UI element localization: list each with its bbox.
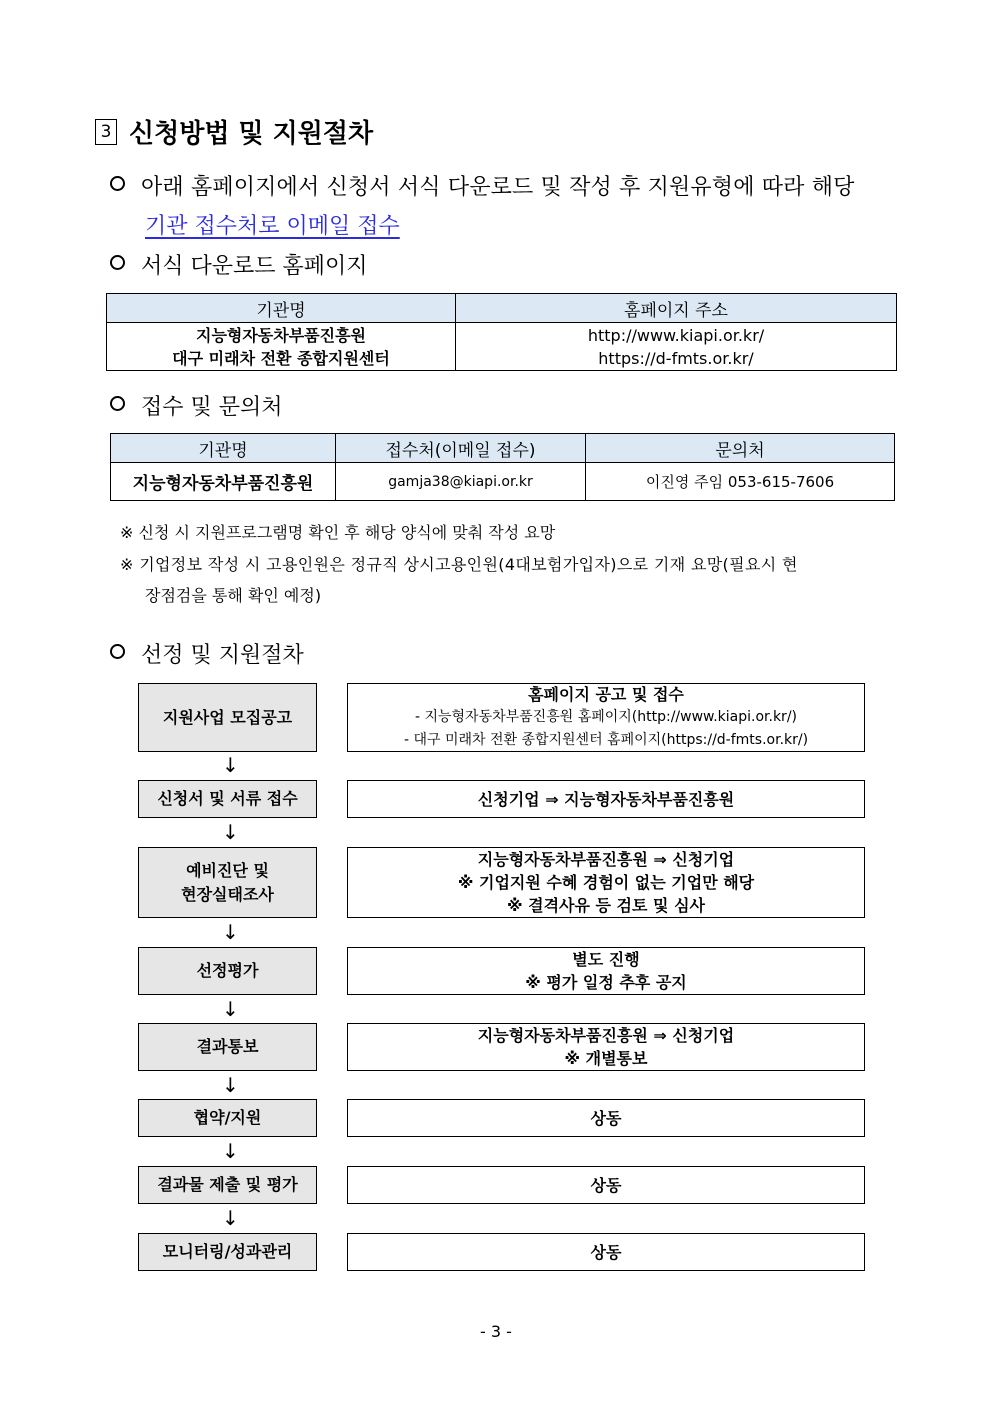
flow-detail-line: - 지능형자동차부품진흥원 홈페이지(http://www.kiapi.or.kr/)	[414, 709, 797, 725]
homepage-url-2[interactable]: https://d-fmts.or.kr/	[598, 348, 754, 368]
flow-detail-title: 상동	[590, 1242, 622, 1262]
flow-detail-title: 신청기업 ⇒ 지능형자동차부품진흥원	[477, 789, 735, 809]
flow-detail-3	[347, 847, 865, 918]
flow-detail-title: 상동	[590, 1108, 622, 1128]
flow-detail-7	[347, 1166, 865, 1204]
flow-detail-2	[347, 780, 865, 818]
contact-email[interactable]: gamja38@kiapi.or.kr	[336, 463, 586, 501]
bullet-circle-icon	[110, 255, 125, 270]
flow-step-label: 결과통보	[196, 1037, 259, 1056]
flow-step-8	[138, 1233, 317, 1271]
flow-step-label: 지원사업 모집공고	[162, 707, 293, 727]
flow-detail-line: ※ 결격사유 등 검토 및 심사	[507, 896, 705, 915]
homepage-url-cell	[456, 323, 897, 371]
flow-detail-title: 지능형자동차부품진흥원 ⇒ 신청기업	[477, 850, 735, 869]
bullet-procedure	[110, 638, 304, 669]
method-line1: 아래 홈페이지에서 신청서 서식 다운로드 및 작성 후 지원유형에 따라 해당	[141, 175, 855, 200]
homepage-url-1[interactable]: http://www.kiapi.or.kr/	[587, 325, 765, 345]
procedure-label: 선정 및 지원절차	[141, 643, 304, 668]
bullet-circle-icon	[110, 396, 125, 411]
flow-detail-line: - 대구 미래차 전환 종합지원센터 홈페이지(https://d-fmts.or.kr/)	[403, 732, 809, 748]
down-arrow-icon: ↓	[222, 997, 239, 1021]
note-3: 장점검을 통해 확인 예정)	[145, 586, 322, 605]
flow-detail-5	[347, 1023, 865, 1071]
flow-detail-line: ※ 평가 일정 추후 공지	[525, 973, 687, 992]
contact-header-org: 기관명	[111, 434, 336, 463]
download-label: 서식 다운로드 홈페이지	[141, 254, 368, 279]
homepage-header-url: 홈페이지 주소	[456, 294, 897, 323]
note-2: ※ 기업정보 작성 시 고용인원은 정규직 상시고용인원(4대보험가입자)으로 기재 요망(필요시 현	[120, 555, 798, 574]
flow-step-5	[138, 1023, 317, 1071]
flow-detail-title: 상동	[590, 1175, 622, 1195]
section-number: 3	[95, 119, 117, 145]
bullet-circle-icon	[110, 644, 125, 659]
flow-step-label: 협약/지원	[193, 1108, 262, 1127]
page-number: - 3 -	[480, 1322, 512, 1341]
contact-label: 접수 및 문의처	[141, 395, 283, 420]
homepage-org-2: 대구 미래차 전환 종합지원센터	[172, 348, 390, 368]
flow-detail-1	[347, 683, 865, 752]
section-heading	[95, 113, 373, 150]
flow-detail-title: 홈페이지 공고 및 접수	[528, 685, 684, 704]
down-arrow-icon: ↓	[222, 753, 239, 777]
flow-detail-line: ※ 개별통보	[564, 1049, 648, 1068]
contact-header-email: 접수처(이메일 접수)	[336, 434, 586, 463]
flow-step-3	[138, 847, 317, 918]
note-1: ※ 신청 시 지원프로그램명 확인 후 해당 양식에 맞춰 작성 요망	[120, 523, 556, 542]
flow-detail-8	[347, 1233, 865, 1271]
bullet-download	[110, 249, 368, 280]
flow-step-label: 선정평가	[196, 961, 259, 980]
contact-org: 지능형자동차부품진흥원	[111, 463, 336, 501]
bullet-circle-icon	[110, 176, 125, 191]
flow-step-label: 모니터링/성과관리	[162, 1242, 293, 1261]
bullet-method	[110, 170, 855, 201]
flow-step-4	[138, 947, 317, 995]
method-line2-wrap	[145, 209, 400, 240]
flow-detail-title: 별도 진행	[572, 950, 640, 969]
flow-step-label: 결과물 제출 및 평가	[157, 1175, 298, 1194]
down-arrow-icon: ↓	[222, 820, 239, 844]
flow-step-1	[138, 683, 317, 752]
flow-step-6	[138, 1099, 317, 1137]
flow-step-label: 예비진단 및	[186, 860, 269, 880]
down-arrow-icon: ↓	[222, 1139, 239, 1163]
down-arrow-icon: ↓	[222, 1206, 239, 1230]
flow-detail-line: ※ 기업지원 수혜 경험이 없는 기업만 해당	[457, 873, 755, 892]
down-arrow-icon: ↓	[222, 1073, 239, 1097]
flow-detail-4	[347, 947, 865, 995]
homepage-header-org: 기관명	[107, 294, 456, 323]
flow-detail-6	[347, 1099, 865, 1137]
flow-step-label: 신청서 및 서류 접수	[157, 789, 298, 808]
flow-step-label: 현장실태조사	[181, 884, 274, 904]
bullet-contact	[110, 390, 283, 421]
down-arrow-icon: ↓	[222, 920, 239, 944]
homepage-org-cell	[107, 323, 456, 371]
homepage-org-1: 지능형자동차부품진흥원	[195, 325, 367, 345]
contact-header-inquiry: 문의처	[586, 434, 895, 463]
contact-inquiry: 이진영 주임 053-615-7606	[586, 463, 895, 501]
homepage-table	[106, 293, 897, 371]
flow-step-2	[138, 780, 317, 818]
flow-detail-title: 지능형자동차부품진흥원 ⇒ 신청기업	[477, 1026, 735, 1045]
section-title: 신청방법 및 지원절차	[129, 119, 374, 149]
method-line2: 기관 접수처로 이메일 접수	[145, 214, 400, 239]
contact-table	[110, 433, 895, 501]
flow-step-7	[138, 1166, 317, 1204]
